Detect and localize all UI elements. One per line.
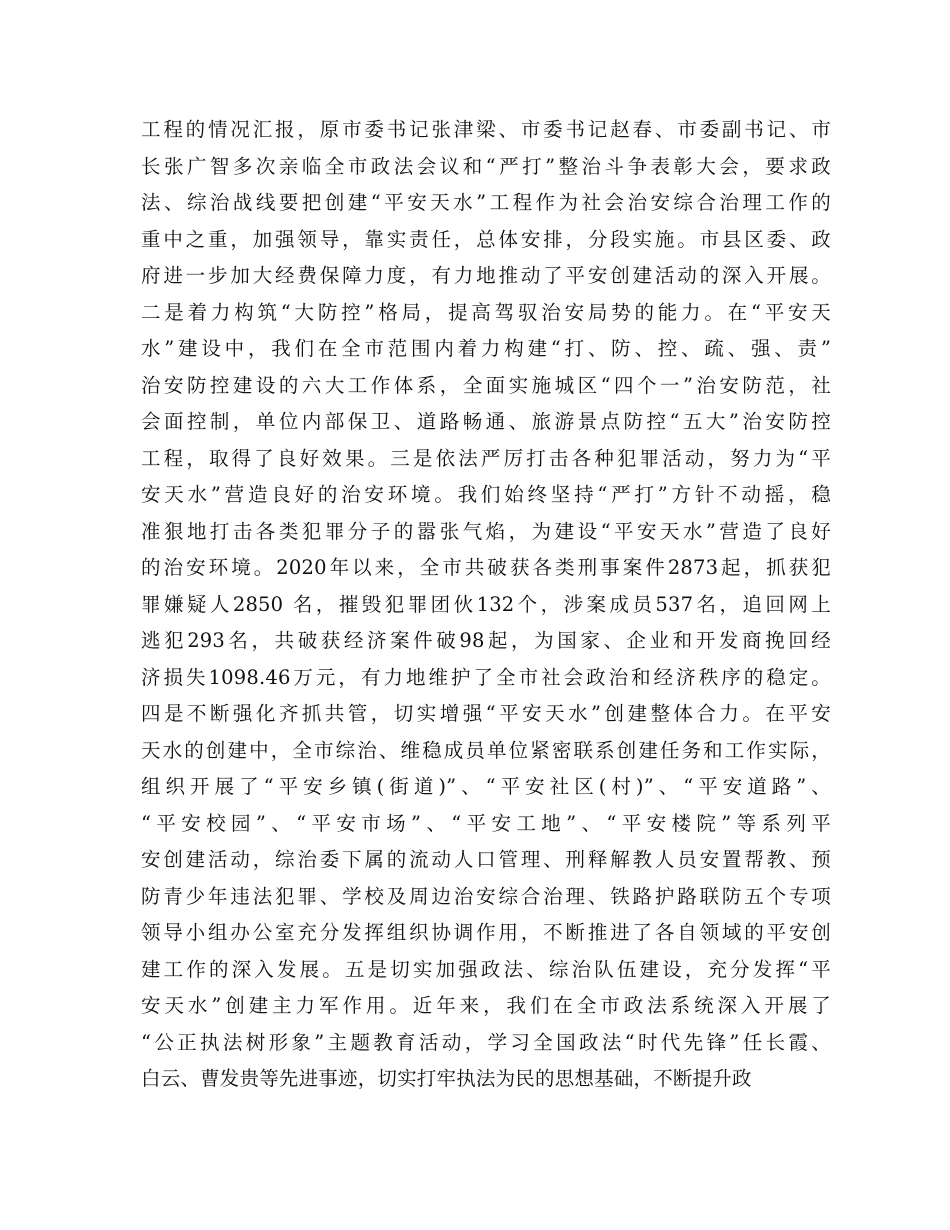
text-line: 组织开展了“平安乡镇(街道)”、“平安社区(村)”、“平安道路”、 [141,775,831,798]
text-line: 水”建设中，我们在全市范围内着力构建“打、防、控、疏、强、责” [141,337,831,360]
text-line: 二是着力构筑“大防控”格局，提高驾驭治安局势的能力。在“平安天 [141,300,831,324]
text-line: 工程的情况汇报，原市委书记张津梁、市委书记赵春、市委副书记、市 [141,118,831,141]
text-line: 逃犯293名，共破获经济案件破98起，为国家、企业和开发商挽回经 [141,629,831,652]
text-line: 四是不断强化齐抓共管，切实增强“平安天水”创建整体合力。在平安 [141,702,831,725]
text-line: “公正执法树形象”主题教育活动，学习全国政法“时代先锋”任长霞、 [141,1030,831,1054]
text-line: 建工作的深入发展。五是切实加强政法、综治队伍建设，充分发挥“平 [141,957,831,981]
text-line: 济损失1098.46万元，有力地维护了全市社会政治和经济秩序的稳定。 [141,665,831,689]
text-line: 会面控制，单位内部保卫、道路畅通、旅游景点防控“五大”治安防控 [141,410,831,433]
text-line: 安天水”营造良好的治安环境。我们始终坚持“严打”方针不动摇，稳 [141,483,831,506]
text-line: “平安校园”、“平安市场”、“平安工地”、“平安楼院”等系列平 [141,811,831,835]
text-line: 重中之重，加强领导，靠实责任，总体安排，分段实施。市县区委、政 [141,227,831,251]
text-line: 白云、曹发贵等先进事迹，切实打牢执法为民的思想基础，不断提升政 [141,1067,752,1090]
text-line: 府进一步加大经费保障力度，有力地推动了平安创建活动的深入开展。 [141,264,831,287]
text-line: 长张广智多次亲临全市政法会议和“严打”整治斗争表彰大会，要求政 [141,154,831,178]
text-line: 安创建活动，综治委下属的流动人口管理、刑释解教人员安置帮教、预 [141,848,831,871]
text-line: 的治安环境。2020年以来，全市共破获各类刑事案件2873起，抓获犯 [141,556,831,579]
text-line: 工程，取得了良好效果。三是依法严厉打击各种犯罪活动，努力为“平 [141,446,831,470]
text-line: 罪嫌疑人2850 名，摧毁犯罪团伙132个，涉案成员537名，追回网上 [141,592,831,616]
text-line: 治安防控建设的六大工作体系，全面实施城区“四个一”治安防范，社 [141,373,831,397]
text-line: 防青少年违法犯罪、学校及周边治安综合治理、铁路护路联防五个专项 [141,884,831,908]
text-line: 天水的创建中，全市综治、维稳成员单位紧密联系创建任务和工作实际， [141,738,831,762]
text-line: 安天水”创建主力军作用。近年来，我们在全市政法系统深入开展了 [141,994,831,1017]
text-line: 法、综治战线要把创建“平安天水”工程作为社会治安综合治理工作的 [141,191,831,214]
text-line: 领导小组办公室充分发挥组织协调作用，不断推进了各自领域的平安创 [141,921,831,944]
body-text [141,112,831,1098]
text-line: 准狠地打击各类犯罪分子的嚣张气焰，为建设“平安天水”营造了良好 [141,519,831,543]
